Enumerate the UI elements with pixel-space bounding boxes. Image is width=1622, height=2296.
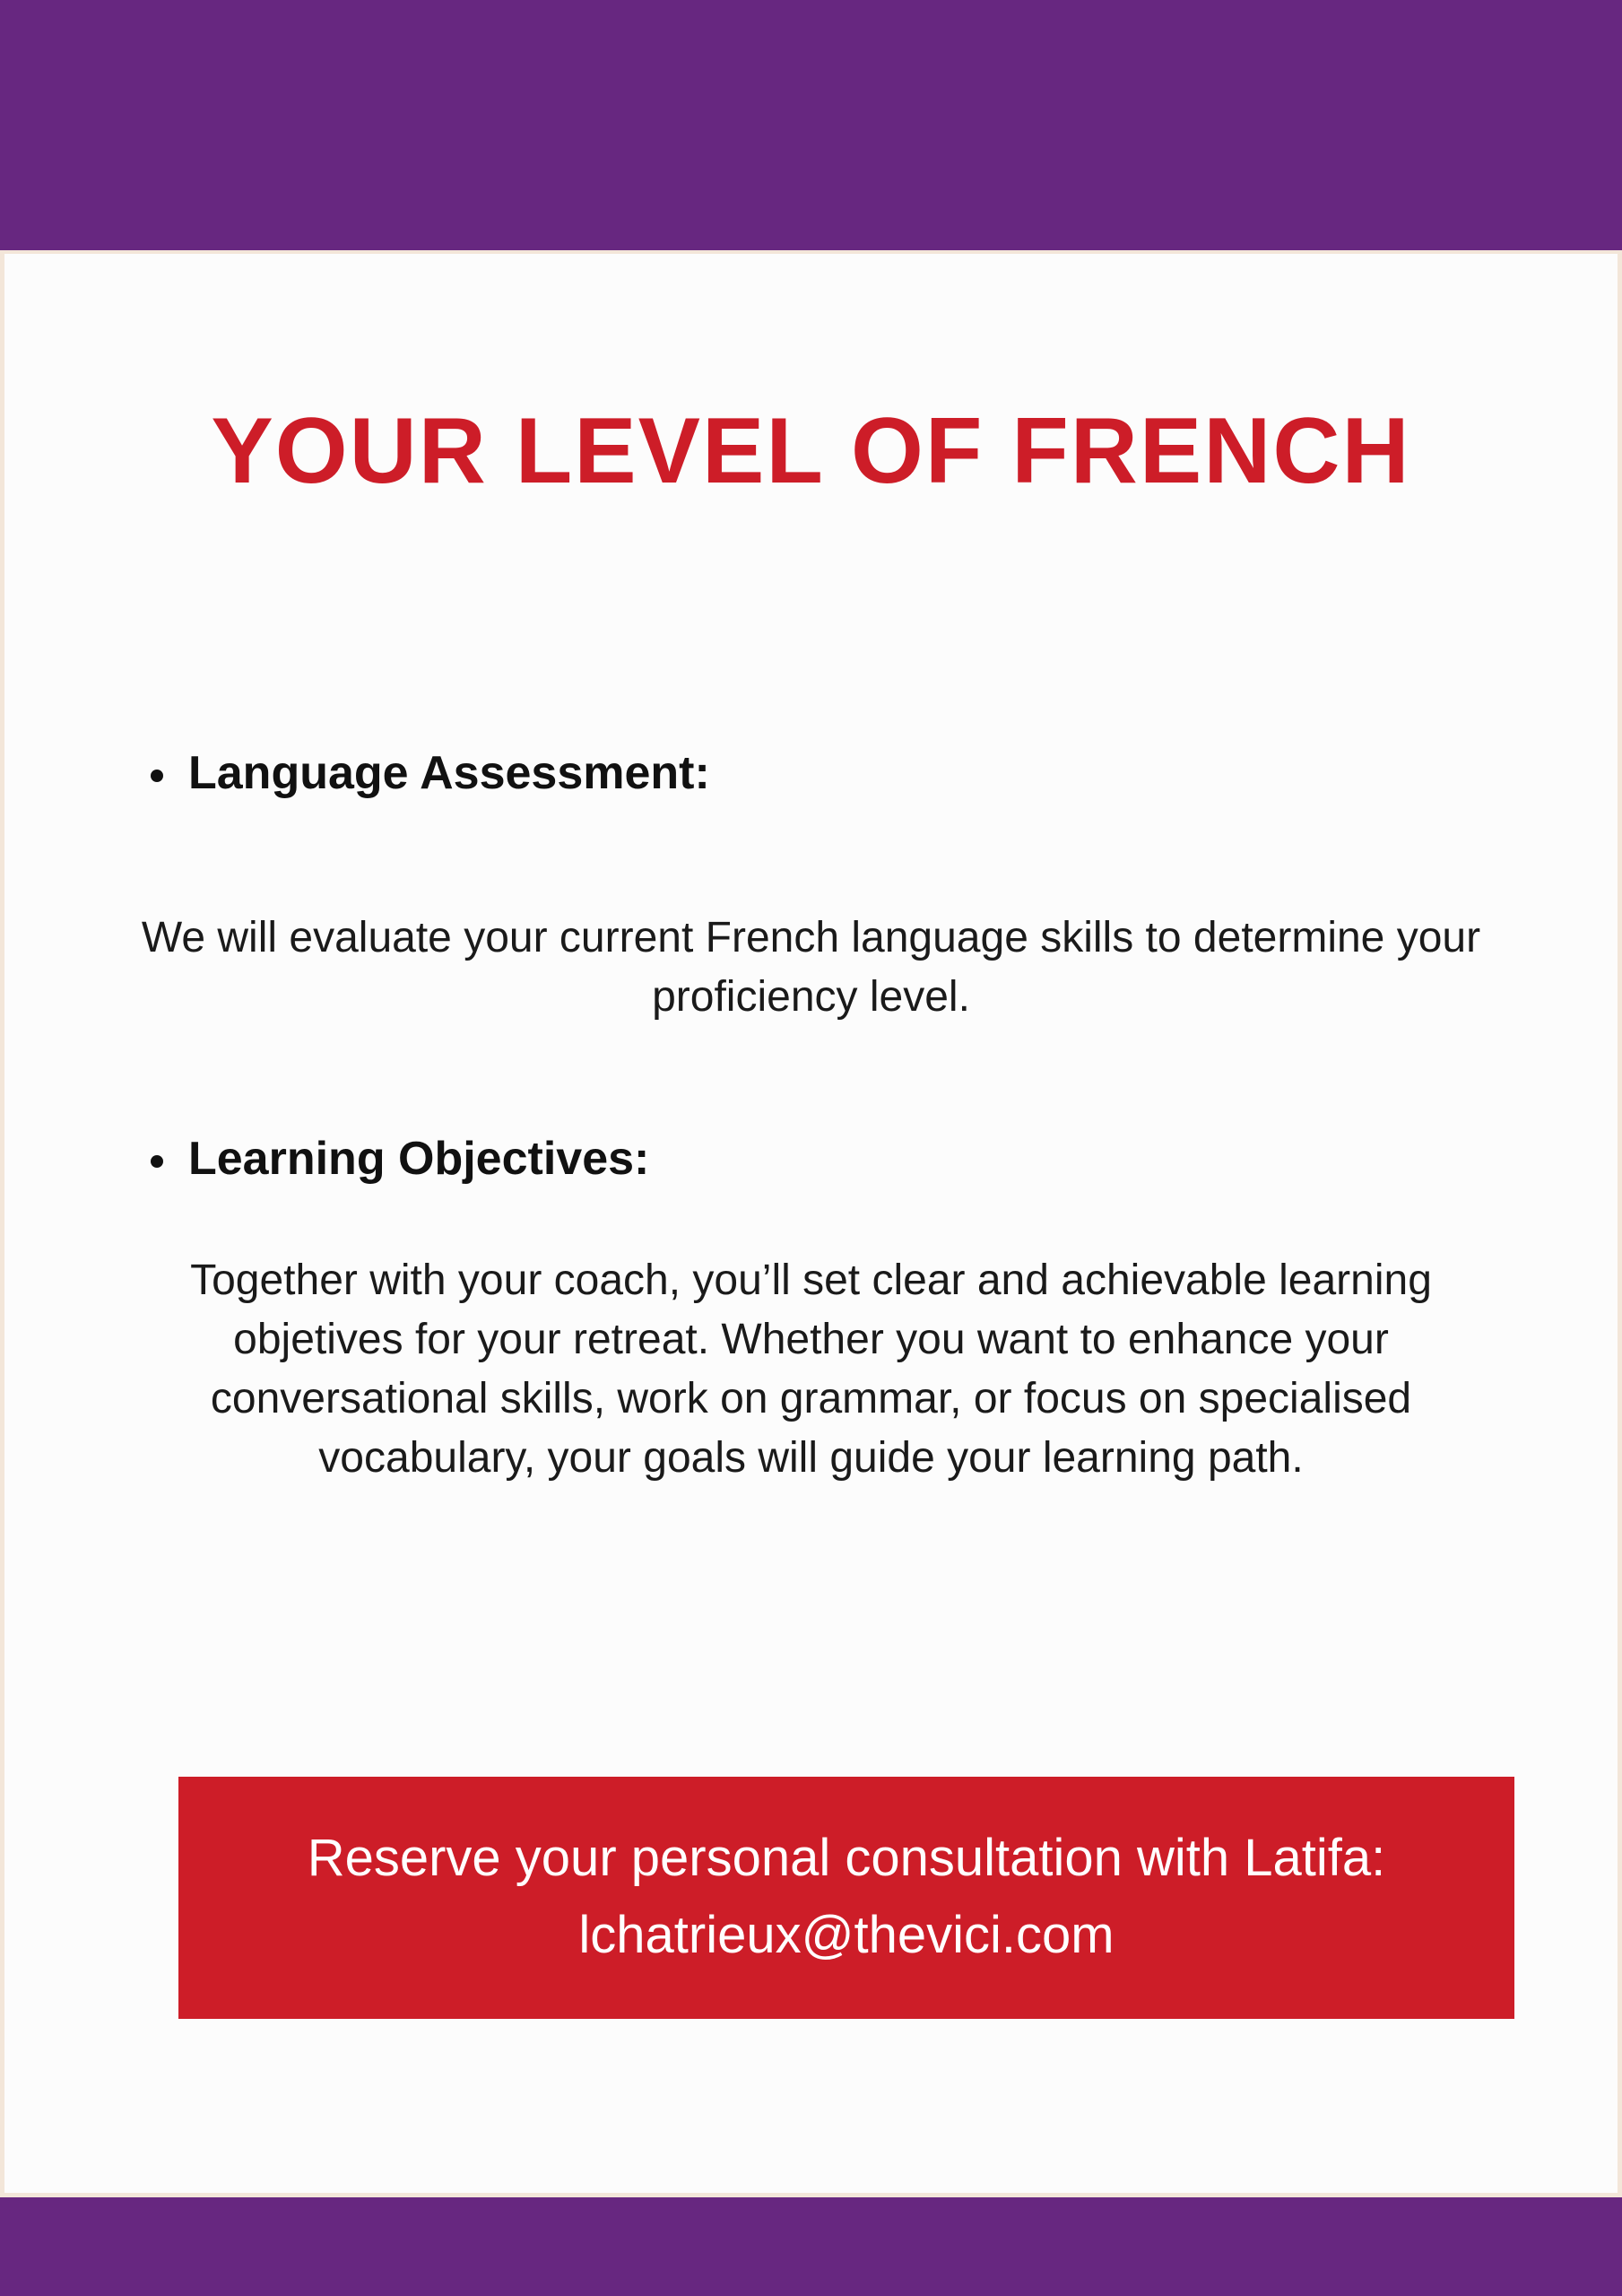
- page-content: [4, 254, 1618, 2193]
- consultation-cta-text: Reserve your personal consultation with Latifa:: [307, 1829, 1386, 1887]
- page-title: YOUR LEVEL OF FRENCH: [211, 399, 1411, 503]
- bottom-purple-band: [0, 2197, 1622, 2296]
- section-heading-language-assessment: Language Assessment:: [188, 747, 710, 799]
- consultation-email[interactable]: lchatrieux@thevici.com: [578, 1906, 1115, 1964]
- section-body-learning-objectives: Together with your coach, you’ll set clear and achievable learning objetives for your retreat. Whether you want to enhance your conversational skills, work on grammar, or focus on specialised vocabulary, your goals will guide your learning path.: [190, 1257, 1432, 1482]
- section-heading-learning-objectives: Learning Objectives:: [188, 1133, 650, 1185]
- top-purple-band: [0, 0, 1622, 250]
- consultation-cta-box: [178, 1777, 1514, 2019]
- section-body-language-assessment: We will evaluate your current French language skills to determine your proficiency level.: [141, 914, 1481, 1021]
